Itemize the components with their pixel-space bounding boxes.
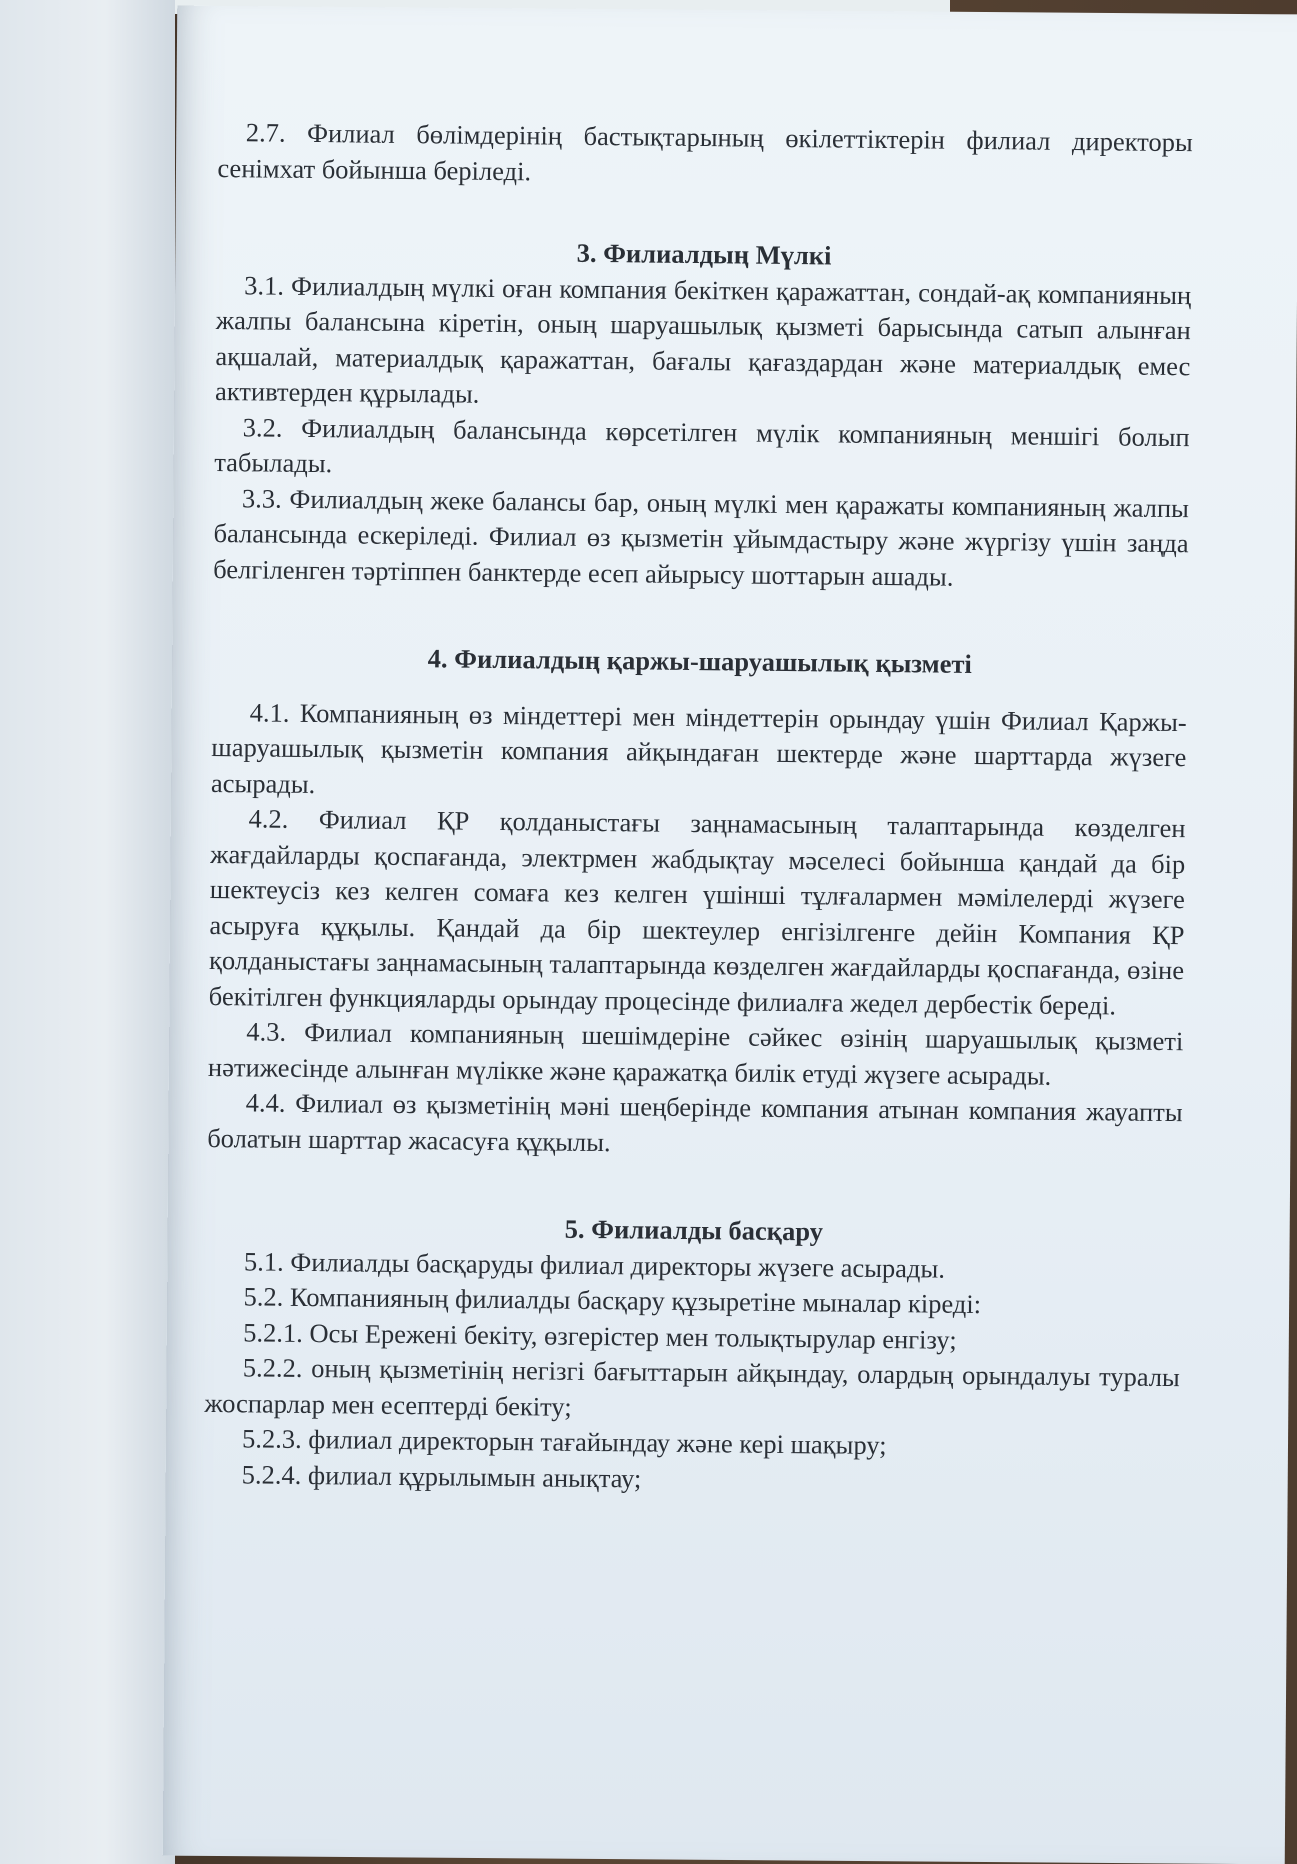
paragraph-3-1: 3.1. Филиалдың мүлкі оған компания бекіткен қаражаттан, сондай-ақ компанияның жалпы балансына кіретін, оның шаруашылық қызметі барысында сатып алынған ақшалай, материалдық қаражаттан, бағалы қағаздардан және материалдық емес активтерден құрылады. — [214, 269, 1192, 409]
paragraph-3-2: 3.2. Филиалдың балансында көрсетілген мүлік компанияның меншігі болып табылады. — [214, 411, 1190, 479]
paragraph-4-4: 4.4. Филиал өз қызметінің мәні шеңберінде компания атынан компания жауапты болатын шарттар жасасуға құқылы. — [207, 1087, 1183, 1157]
paragraph-5-2: 5.2. Компанияның филиалды басқару құзыретіне мыналар кіреді: — [243, 1281, 982, 1320]
section-5-heading: 5. Филиалды басқару — [564, 1213, 824, 1247]
paragraph-5-2-3: 5.2.3. филиал директорын тағайындау және кері шақыру; — [241, 1423, 887, 1461]
paragraph-4-1: 4.1. Компанияның өз міндеттері мен міндеттерін орындау үшін Филиал Қаржы-шаруашылық қызметін компания айқындаған шектерде және шарттарда жүзеге асырады. — [210, 696, 1187, 799]
paragraph-4-2: 4.2. Филиал ҚР қолданыстағы заңнамасының талаптарында көзделген жағдайларды қоспағанда, электрмен жабдықтау мәселесі бойынша қандай да бір шектеусіз кез келген сомаға кез келген үшінші тұлғалармен мәмілелерді жүзеге асыруға құқылы. Қандай да бір шектеулер енгізілгенге дейін Компания ҚР қолданыстағы заңнамасының талаптарында көзделген жағдайларды қоспағанда, өзіне бекітілген функцияларды орындау процесінде филиалға жедел дербестік береді. — [208, 803, 1186, 1020]
paragraph-4-3: 4.3. Филиал компанияның шешімдеріне сәйкес өзінің шаруашылық қызметі нәтижесінде алынған мүлікке және қаражатқа билік етуді жүзеге асырады. — [207, 1016, 1184, 1091]
paragraph-5-2-4: 5.2.4. филиал құрылымын анықтау; — [241, 1458, 642, 1494]
section-3-heading: 3. Филиалдың Мүлкі — [576, 237, 832, 271]
document-text — [204, 115, 1193, 1502]
section-4-heading: 4. Филиалдың қаржы-шаруашылық қызметі — [427, 643, 972, 679]
paragraph-3-3: 3.3. Филиалдың жеке балансы бар, оның мүлкі мен қаражаты компанияның жалпы балансында ескеріледі. Филиал өз қызметін ұйымдастыру және жүргізу үшін заңда белгіленген тәртіппен банктерде есеп айырысу шоттарын ашады. — [213, 482, 1190, 592]
paragraph-5-2-2: 5.2.2. оның қызметінің негізгі бағыттарын айқындау, олардың орындалуы туралы жоспарлар мен есептерді бекіту; — [204, 1352, 1180, 1422]
left-page-edge — [0, 0, 175, 1864]
paragraph-5-2-1: 5.2.1. Осы Ережені бекіту, өзгерістер мен толықтырулар енгізу; — [243, 1316, 957, 1355]
paragraph-5-1: 5.1. Филиалды басқаруды филиал директоры жүзеге асырады. — [243, 1245, 946, 1284]
paragraph-2-7: 2.7. Филиал бөлімдерінің бастықтарының өкілеттіктерін филиал директоры сенімхат бойынша беріледі. — [217, 117, 1193, 186]
